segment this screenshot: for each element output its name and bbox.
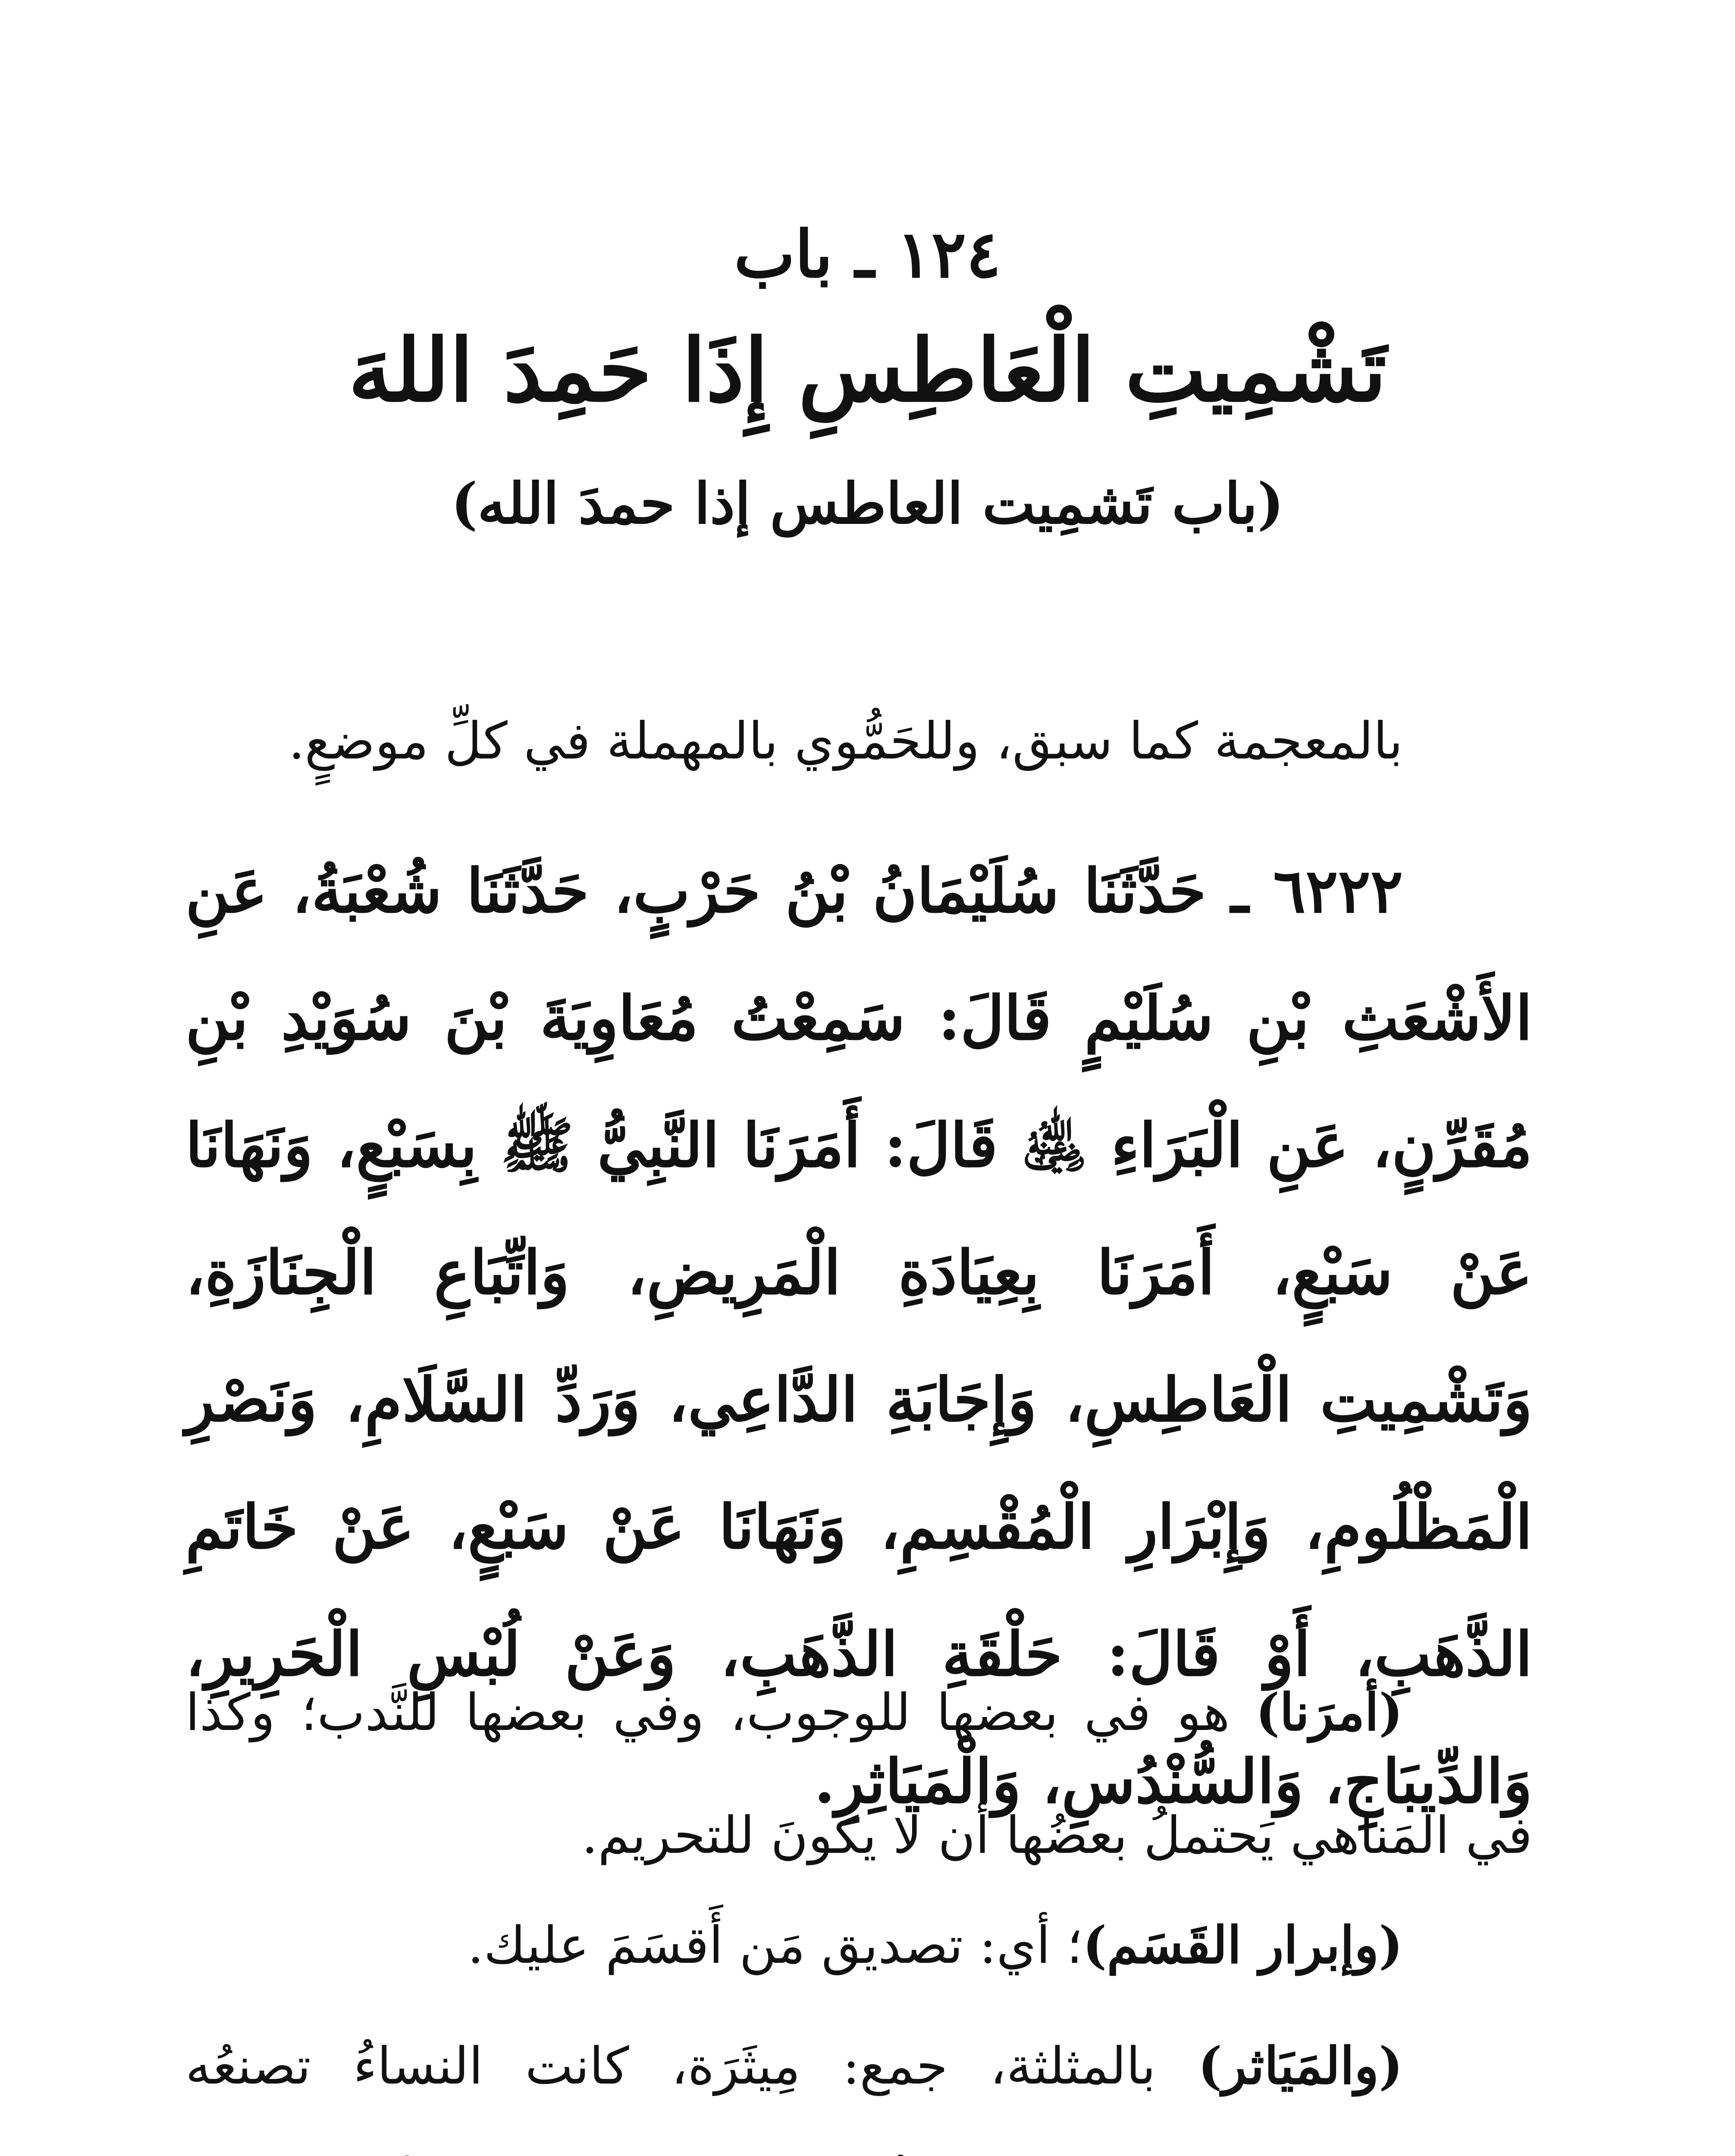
commentary-term: (وإبرار القَسَم) (1082, 1915, 1403, 1975)
chapter-title: تَشْمِيتِ الْعَاطِسِ إِذَا حَمِدَ اللهَ (348, 320, 1387, 421)
intro-paragraph: بالمعجمة كما سبق، وللحَمُّوي بالمهملة في كلِّ موضعٍ. (288, 711, 1403, 771)
hadith-text: ٦٢٢٢ ـ حَدَّثَنَا سُلَيْمَانُ بْنُ حَرْبٍ، حَدَّثَنَا شُعْبَةُ، عَنِ الأَشْعَثِ بْنِ سُلَيْمٍ قَالَ: سَمِعْتُ مُعَاوِيَةَ بْنَ سُوَيْدِ بْنِ مُقَرِّنٍ، عَنِ الْبَرَاءِ ﵁ قَالَ: أَمَرَنَا النَّبِيُّ ﷺ بِسَبْعٍ، وَنَهَانَا عَنْ سَبْعٍ، أَمَرَنَا بِعِيَادَةِ الْمَرِيضِ، وَاتِّبَاعِ الْجِنَازَةِ، وَتَشْمِيتِ الْعَاطِسِ، وَإِجَابَةِ الدَّاعِي، وَرَدِّ السَّلَامِ، وَنَصْرِ الْمَظْلُومِ، وَإِبْرَارِ الْمُقْسِمِ، وَنَهَانَا عَنْ سَبْعٍ، عَنْ خَاتَمِ الذَّهَبِ، أَوْ قَالَ: حَلْقَةِ الذَّهَبِ، وَعَنْ لُبْسِ الْحَرِيرِ، وَالدِّيبَاجِ، وَالسُّنْدُسِ، وَالْمَيَاثِرِ. (185, 856, 1532, 1817)
commentary-term: (أمرَنا) (1255, 1682, 1403, 1742)
commentary-paragraph (185, 2004, 1532, 2156)
commentary-body: بالمثلثة، جمع: مِيثَرَة، كانت النساءُ تصنعُه (185, 2036, 1156, 2096)
chapter-number: ١٢٤ ـ باب (734, 216, 1001, 292)
chapter-subtitle: (باب تَشمِيت العاطس إذا حمدَ الله) (451, 470, 1284, 536)
commentary-paragraph (185, 1651, 1532, 1897)
commentary-body: هو في بعضها للوجوب، وفي بعضها للنَّدب؛ وكذا في المَناهي يَحتملُ بعضُها أن لا يكونَ للتحريم. (185, 1683, 1532, 1865)
commentary-term: (والمَيَاثر) (1198, 2036, 1403, 2096)
commentary-body: ؛ أي: تصديق مَن أَقسَمَ عليك. (467, 1915, 1083, 1975)
commentary-paragraph (185, 1883, 1532, 2007)
